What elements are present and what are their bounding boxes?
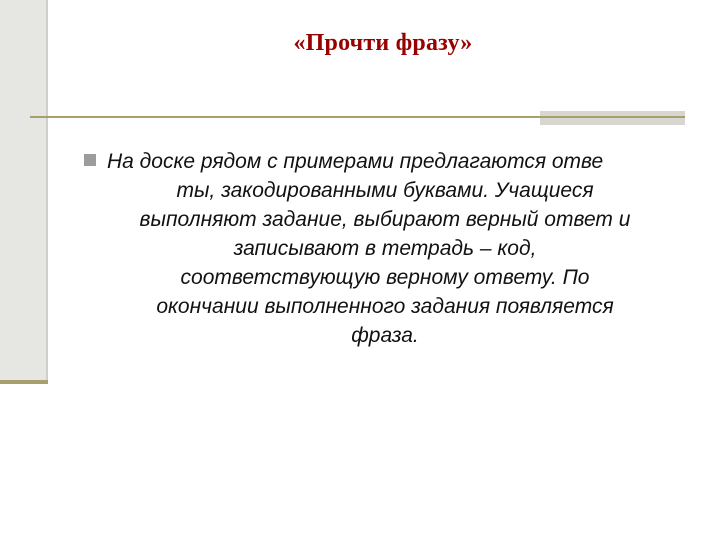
left-decorative-bar — [0, 0, 46, 380]
paragraph-line: фраза. — [351, 324, 419, 347]
paragraph-line: окончании выполненного задания появляется — [156, 295, 614, 318]
title-divider-rule — [30, 116, 685, 118]
paragraph-line: На доске рядом с примерами предлагаются отве — [107, 150, 604, 173]
paragraph-line: ты, закодированными буквами. Учащиеся — [176, 179, 594, 202]
bullet-paragraph — [80, 147, 690, 350]
slide-title: «Прочти фразу» — [293, 30, 473, 56]
left-bar-edge — [46, 0, 48, 384]
left-bar-underline — [0, 380, 48, 384]
paragraph-line: соответствующую верному ответу. По — [180, 266, 590, 289]
paragraph-line: записывают в тетрадь – код, — [233, 237, 537, 260]
title-rule-accent-block — [540, 111, 685, 125]
paragraph-line: выполняют задание, выбирают верный ответ и — [139, 208, 631, 231]
